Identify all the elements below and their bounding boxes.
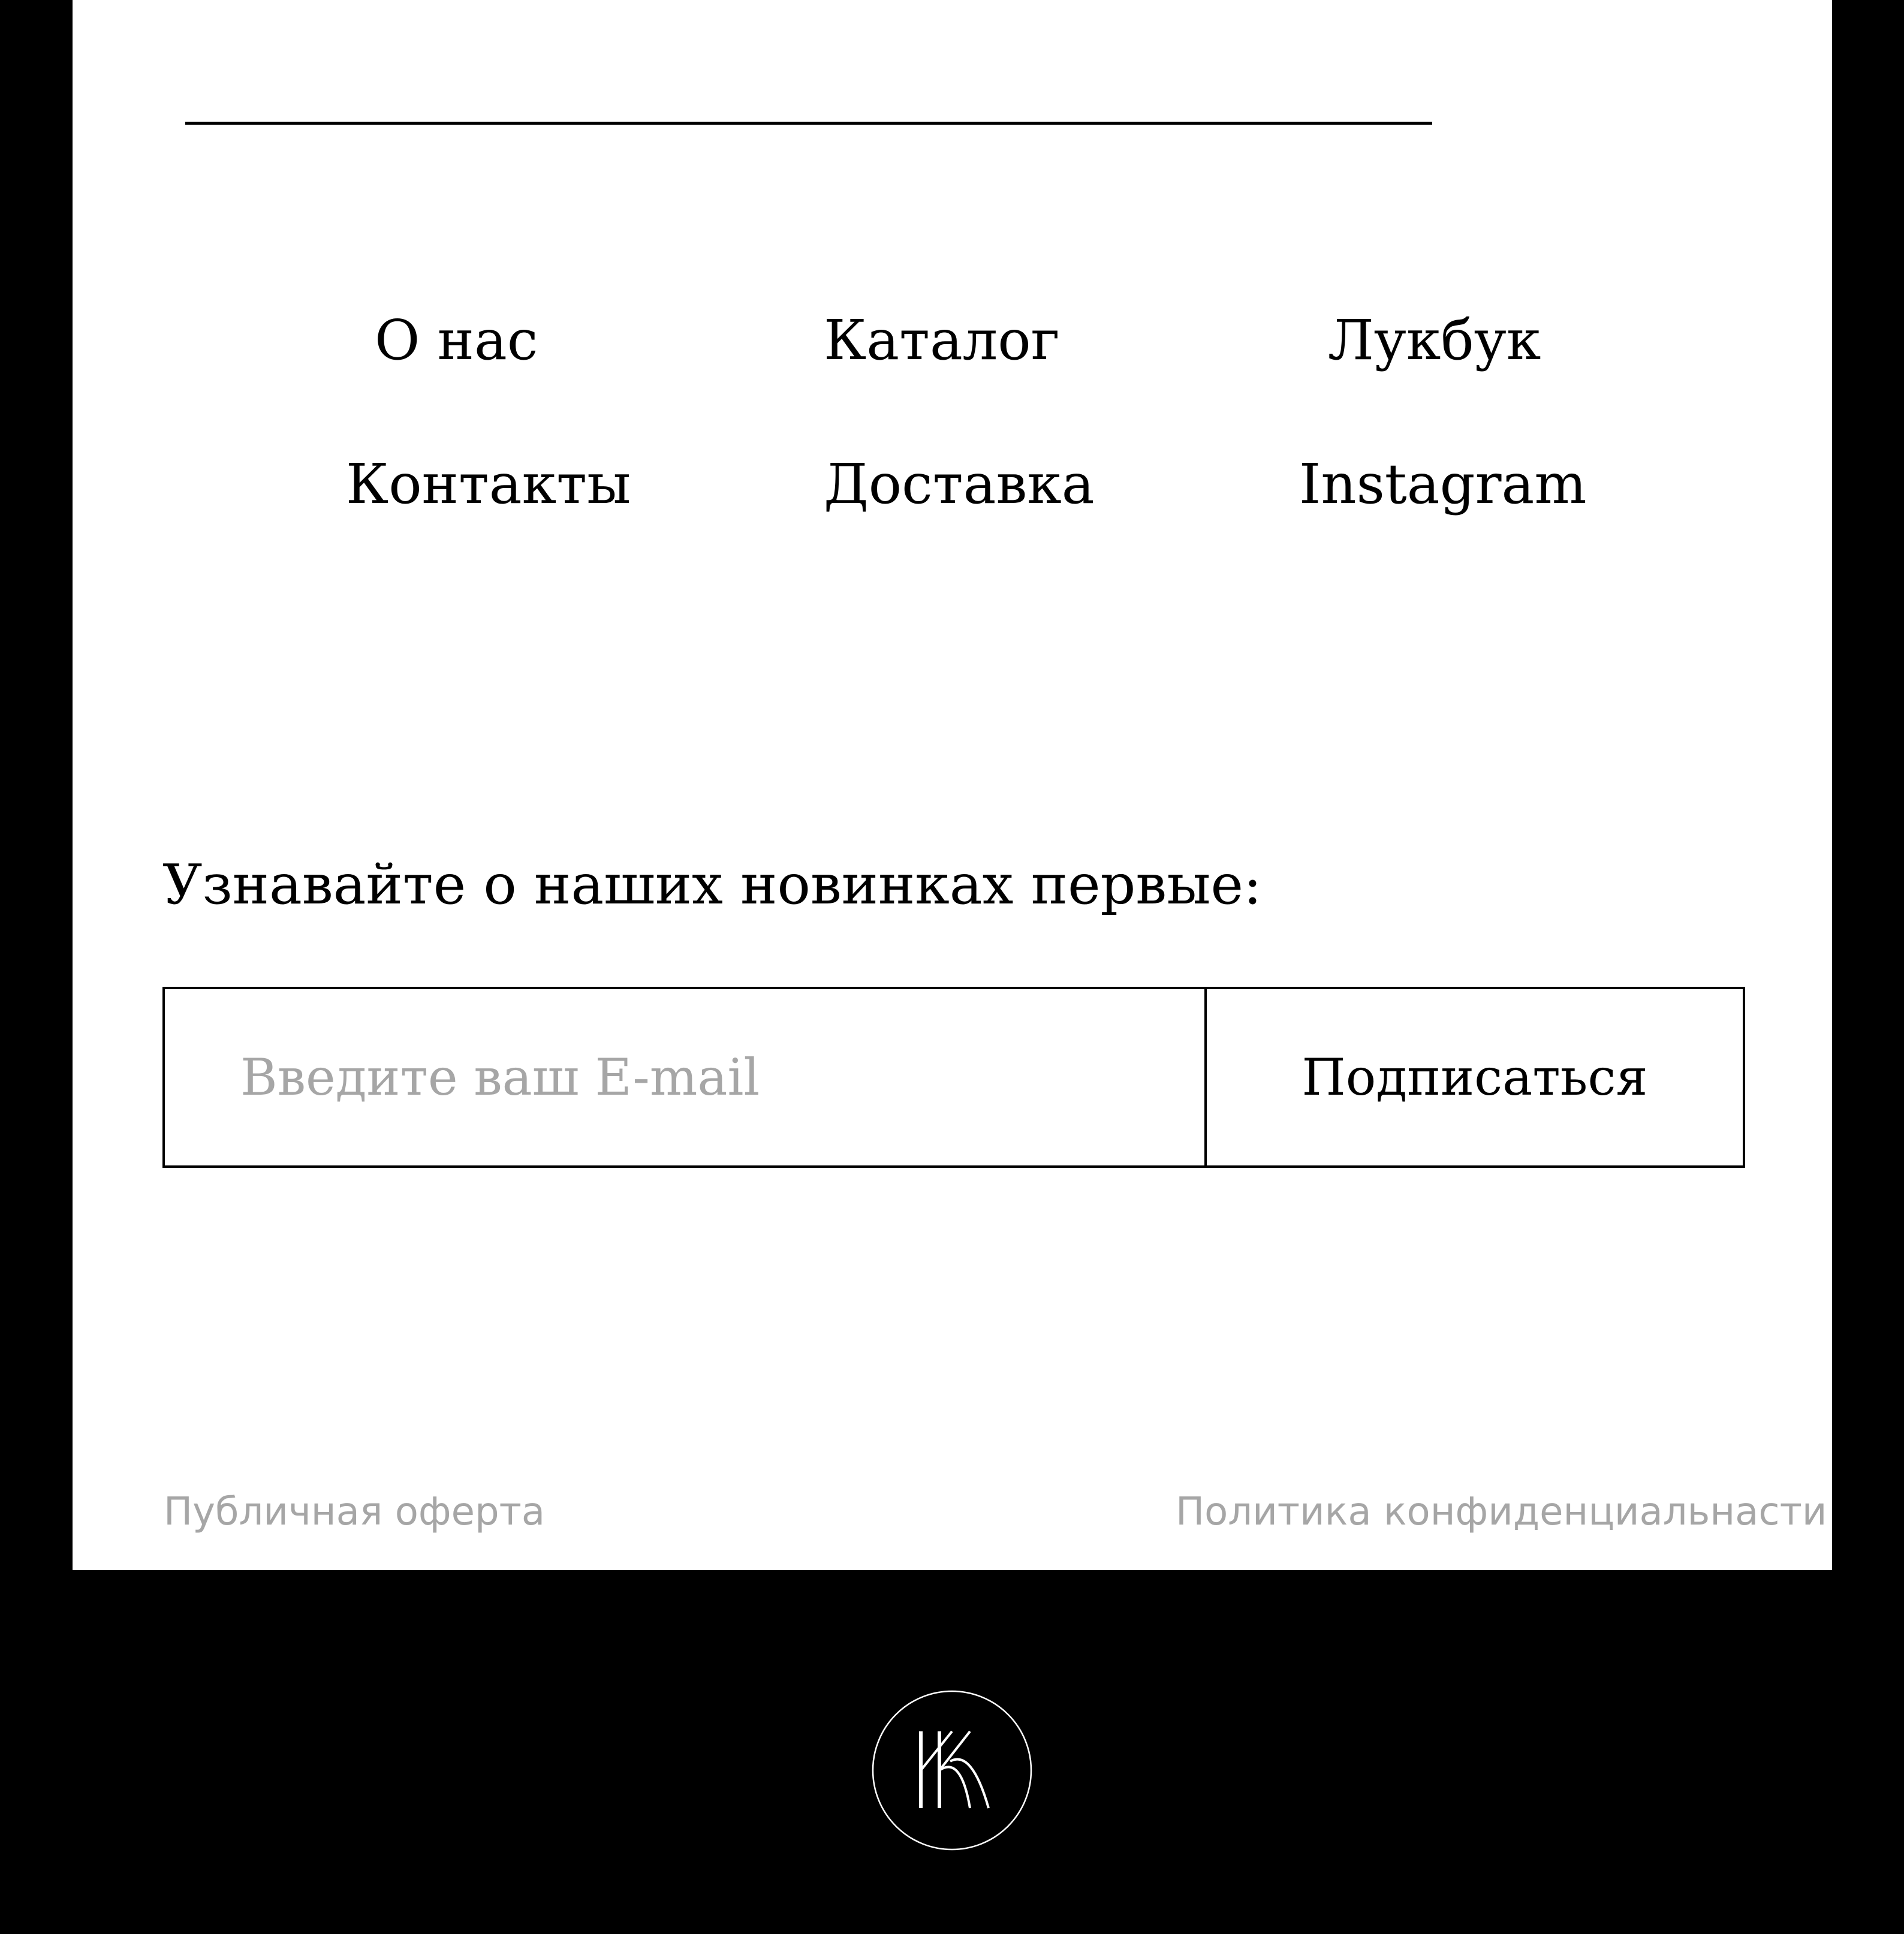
email-field[interactable] [165,989,1207,1165]
public-offer-link[interactable]: Публичная оферта [164,1490,546,1534]
nav-link-catalog[interactable]: Каталог [824,308,1060,372]
nav-link-contacts[interactable]: Контакты [346,452,631,516]
nav-link-delivery[interactable]: Доставка [824,452,1095,516]
kk-monogram-icon[interactable] [871,1689,1033,1851]
divider [185,122,1432,125]
subscribe-form [162,987,1745,1168]
nav-link-lookbook[interactable]: Лукбук [1328,308,1541,372]
privacy-policy-link[interactable]: Политика конфиденциальнасти [1176,1490,1827,1534]
nav-link-about[interactable]: О нас [375,308,538,372]
nav-link-instagram[interactable]: Instagram [1299,452,1587,516]
footer-panel [73,0,1832,1570]
subscribe-heading: Узнавайте о наших новинках первые: [162,852,1262,917]
subscribe-button[interactable]: Подписаться [1207,989,1743,1165]
